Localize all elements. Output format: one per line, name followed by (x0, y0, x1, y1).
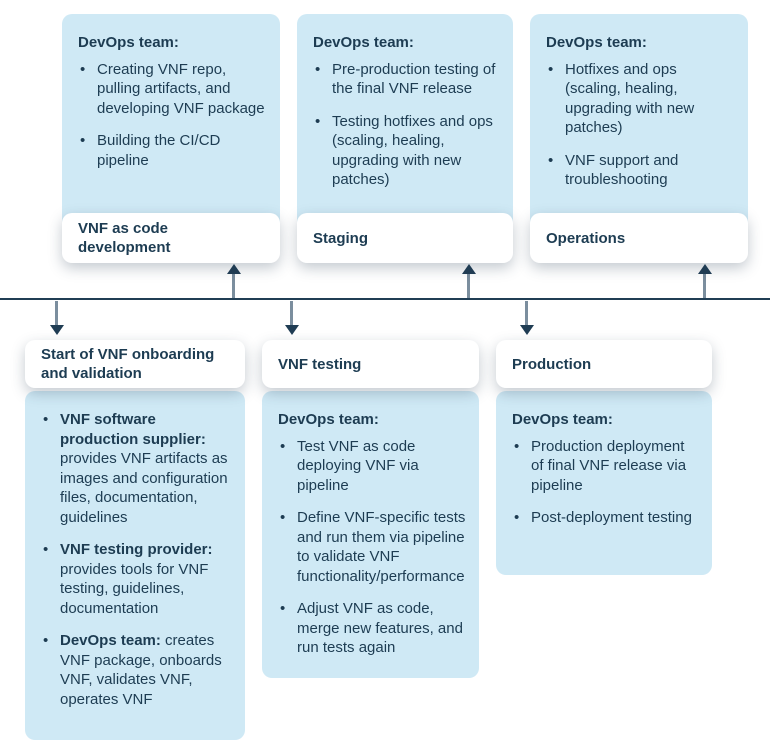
up-arrow-icon (462, 264, 476, 298)
arrow-stem (703, 273, 706, 298)
stage-label-text: Staging (313, 229, 368, 247)
down-arrow-icon (50, 301, 64, 335)
bullet-item: • Hotfixes and ops (scaling, healing, upgrading with new patches) (546, 60, 735, 138)
stage-label-staging (297, 213, 513, 263)
arrow-head (285, 325, 299, 335)
bullet-lead: DevOps team: (60, 632, 161, 649)
stage-label-text: VNF as code development (78, 220, 171, 256)
bullet-list (278, 437, 466, 658)
stage-label-vnf-as-code-development (62, 213, 280, 263)
card-content (297, 14, 513, 232)
card-header: DevOps team: (512, 411, 613, 428)
card-content (530, 14, 748, 232)
stage-label-vnf-testing (262, 340, 479, 388)
card-header: DevOps team: (546, 34, 647, 51)
stage-label-text: VNF testing (278, 355, 362, 373)
arrow-stem (290, 301, 293, 326)
bullet-list (546, 60, 735, 190)
arrow-stem (525, 301, 528, 326)
card-header: DevOps team: (78, 34, 179, 51)
arrow-head (698, 264, 712, 274)
card-vnf-as-code-development (62, 14, 280, 256)
bullet-item: • VNF testing provider: provides tools for VNF testing, guidelines, documentation (41, 540, 232, 618)
arrow-head (520, 325, 534, 335)
bullet-list (313, 60, 500, 190)
card-vnf-testing (262, 340, 479, 678)
card-content (62, 14, 280, 232)
stage-label-text: Start of VNF onboarding and validation (41, 346, 215, 382)
down-arrow-icon (285, 301, 299, 335)
bullet-item: • VNF software production supplier: provides VNF artifacts as images and configuration files, documentation, guidelines (41, 410, 232, 527)
arrow-head (227, 264, 241, 274)
bullet-list (78, 60, 267, 171)
card-production (496, 340, 712, 575)
bullet-list (512, 437, 699, 528)
stage-label-text: Operations (546, 229, 626, 247)
card-header: DevOps team: (313, 34, 414, 51)
arrow-stem (467, 273, 470, 298)
up-arrow-icon (227, 264, 241, 298)
bullet-lead: VNF software production supplier: (60, 411, 206, 448)
bullet-item: • VNF support and troubleshooting (546, 151, 735, 190)
up-arrow-icon (698, 264, 712, 298)
bullet-item: • Production deployment of final VNF release via pipeline (512, 437, 699, 496)
card-content (496, 391, 712, 575)
bullet-item: • Pre-production testing of the final VNF release (313, 60, 500, 99)
bullet-item: • Define VNF-specific tests and run them via pipeline to validate VNF functionality/performance (278, 508, 466, 586)
card-operations (530, 14, 748, 247)
bullet-item: • Test VNF as code deploying VNF via pipeline (278, 437, 466, 496)
card-start-of-vnf-onboarding (25, 340, 245, 740)
bullet-item: • DevOps team: creates VNF package, onboards VNF, validates VNF, operates VNF (41, 631, 232, 709)
stage-label-production (496, 340, 712, 388)
timeline-line (0, 298, 770, 300)
bullet-item: • Building the CI/CD pipeline (78, 131, 267, 170)
arrow-head (50, 325, 64, 335)
bullet-lead: VNF testing provider: (60, 541, 213, 558)
arrow-stem (55, 301, 58, 326)
bullet-list (41, 410, 232, 709)
bullet-item: • Adjust VNF as code, merge new features, and run tests again (278, 599, 466, 658)
stage-label-text: Production (512, 355, 592, 373)
card-staging (297, 14, 513, 247)
stage-label-start-of-vnf-onboarding (25, 340, 245, 388)
down-arrow-icon (520, 301, 534, 335)
bullet-item: • Testing hotfixes and ops (scaling, healing, upgrading with new patches) (313, 112, 500, 190)
card-content (25, 391, 245, 740)
arrow-head (462, 264, 476, 274)
arrow-stem (232, 273, 235, 298)
card-content (262, 391, 479, 678)
bullet-item: • Creating VNF repo, pulling artifacts, and developing VNF package (78, 60, 267, 119)
card-header: DevOps team: (278, 411, 379, 428)
bullet-item: • Post-deployment testing (512, 508, 699, 528)
stage-label-operations (530, 213, 748, 263)
